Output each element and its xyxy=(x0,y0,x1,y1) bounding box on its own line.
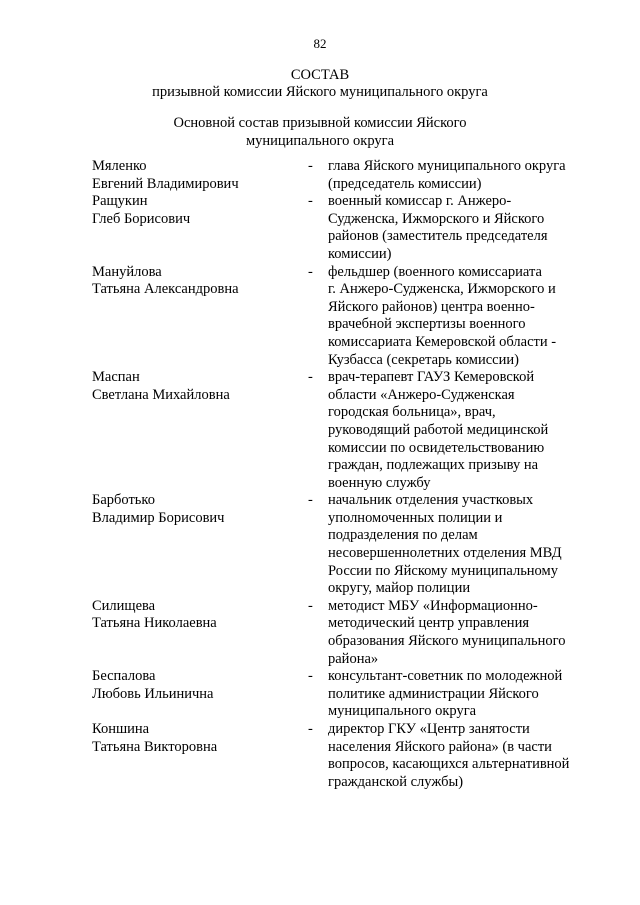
member-dash: - xyxy=(308,158,313,174)
member-role-line: округу, майор полиции xyxy=(328,580,471,597)
member-row xyxy=(92,721,592,791)
member-role-line: фельдшер (военного комиссариата xyxy=(328,263,542,280)
member-name-line: Татьяна Александровна xyxy=(92,281,239,298)
members-list xyxy=(92,158,592,791)
member-row xyxy=(92,492,592,598)
section-heading-line: муниципального округа xyxy=(245,133,395,149)
member-row xyxy=(92,264,592,370)
member-name xyxy=(92,158,308,193)
member-role-line: руководящий работой медицинской xyxy=(328,421,549,438)
member-role-line: граждан, подлежащих призыву на xyxy=(328,457,539,474)
member-row xyxy=(92,158,592,193)
member-role-line: (председатель комиссии) xyxy=(328,175,482,192)
document-subtitle: призывной комиссии Яйского муниципального округа xyxy=(152,84,488,100)
member-name xyxy=(92,721,308,791)
member-dash: - xyxy=(308,193,313,210)
member-name-line: Ращукин xyxy=(92,193,148,210)
member-role xyxy=(328,721,592,791)
member-role-line: начальник отделения участковых xyxy=(328,492,534,509)
member-role-line: подразделения по делам xyxy=(328,527,478,544)
member-role-line: комиссариата Кемеровской области - xyxy=(328,333,557,350)
member-name-line: Маспан xyxy=(92,369,140,386)
member-role-line: глава Яйского муниципального округа xyxy=(328,158,566,174)
member-role xyxy=(328,264,592,370)
member-role xyxy=(328,193,592,263)
member-row xyxy=(92,598,592,668)
member-role-line: Кузбасса (секретарь комиссии) xyxy=(328,351,519,368)
member-role-line: врачебной экспертизы военного xyxy=(328,316,526,333)
member-role-line: России по Яйскому муниципальному xyxy=(328,562,558,579)
member-row xyxy=(92,369,592,492)
section-heading-line: Основной состав призывной комиссии Яйского xyxy=(173,115,467,131)
member-role-line: Судженска, Ижморского и Яйского xyxy=(328,210,545,227)
member-role-line: вопросов, касающихся альтернативной xyxy=(328,756,570,773)
member-role-line: образования Яйского муниципального xyxy=(328,633,566,650)
member-name-line: Светлана Михайловна xyxy=(92,386,230,403)
member-role-line: консультант-советник по молодежной xyxy=(328,668,563,685)
member-row xyxy=(92,668,592,721)
section-heading xyxy=(0,114,640,150)
member-name-line: Силищева xyxy=(92,597,156,614)
member-role-line: населения Яйского района» (в части xyxy=(328,738,552,755)
member-role-line: г. Анжеро-Судженска, Ижморского и xyxy=(328,281,556,298)
member-role-line: районов (заместитель председателя xyxy=(328,228,548,245)
member-name-line: Евгений Владимирович xyxy=(92,175,239,192)
member-dash: - xyxy=(308,369,313,386)
member-dash: - xyxy=(308,492,313,509)
document-title: СОСТАВ xyxy=(290,67,350,83)
member-role-line: комиссии) xyxy=(328,245,392,262)
member-role-line: методист МБУ «Информационно- xyxy=(328,597,538,614)
member-role xyxy=(328,369,592,492)
member-name xyxy=(92,668,308,721)
member-name-line: Татьяна Викторовна xyxy=(92,738,218,755)
member-name-line: Коншина xyxy=(92,721,150,737)
member-role-line: несовершеннолетних отделения МВД xyxy=(328,545,562,562)
member-name-line: Барботько xyxy=(92,492,155,509)
member-role-line: военный комиссар г. Анжеро- xyxy=(328,193,512,210)
member-name-line: Мануйлова xyxy=(92,263,162,280)
member-role xyxy=(328,158,592,193)
member-name-line: Любовь Ильинична xyxy=(92,685,214,702)
member-name-line: Татьяна Николаевна xyxy=(92,615,217,632)
member-role xyxy=(328,598,592,668)
member-role-line: комиссии по освидетельствованию xyxy=(328,439,545,456)
member-name xyxy=(92,264,308,370)
member-role-line: методический центр управления xyxy=(328,615,529,632)
member-role-line: врач-терапевт ГАУЗ Кемеровской xyxy=(328,369,535,386)
member-dash: - xyxy=(308,263,313,280)
member-row xyxy=(92,193,592,263)
member-name xyxy=(92,193,308,263)
member-dash: - xyxy=(308,597,313,614)
member-role-line: Яйского районов) центра военно- xyxy=(328,298,535,315)
member-role-line: области «Анжеро-Судженская xyxy=(328,386,515,403)
member-name-line: Глеб Борисович xyxy=(92,210,191,227)
member-role-line: района» xyxy=(328,650,379,667)
member-name-line: Мяленко xyxy=(92,158,147,174)
member-dash: - xyxy=(308,721,313,737)
member-role-line: муниципального округа xyxy=(328,703,477,720)
member-name-line: Беспалова xyxy=(92,668,156,685)
member-name xyxy=(92,369,308,492)
member-role xyxy=(328,668,592,721)
member-name xyxy=(92,492,308,598)
member-dash: - xyxy=(308,668,313,685)
member-role xyxy=(328,492,592,598)
member-role-line: политике администрации Яйского xyxy=(328,685,539,702)
member-role-line: городская больница», врач, xyxy=(328,404,496,421)
member-role-line: гражданской службы) xyxy=(328,773,464,790)
member-role-line: директор ГКУ «Центр занятости xyxy=(328,721,530,737)
page-number: 82 xyxy=(313,36,327,51)
member-role-line: военную службу xyxy=(328,474,431,491)
member-role-line: уполномоченных полиции и xyxy=(328,509,503,526)
member-name-line: Владимир Борисович xyxy=(92,509,225,526)
member-name xyxy=(92,598,308,668)
